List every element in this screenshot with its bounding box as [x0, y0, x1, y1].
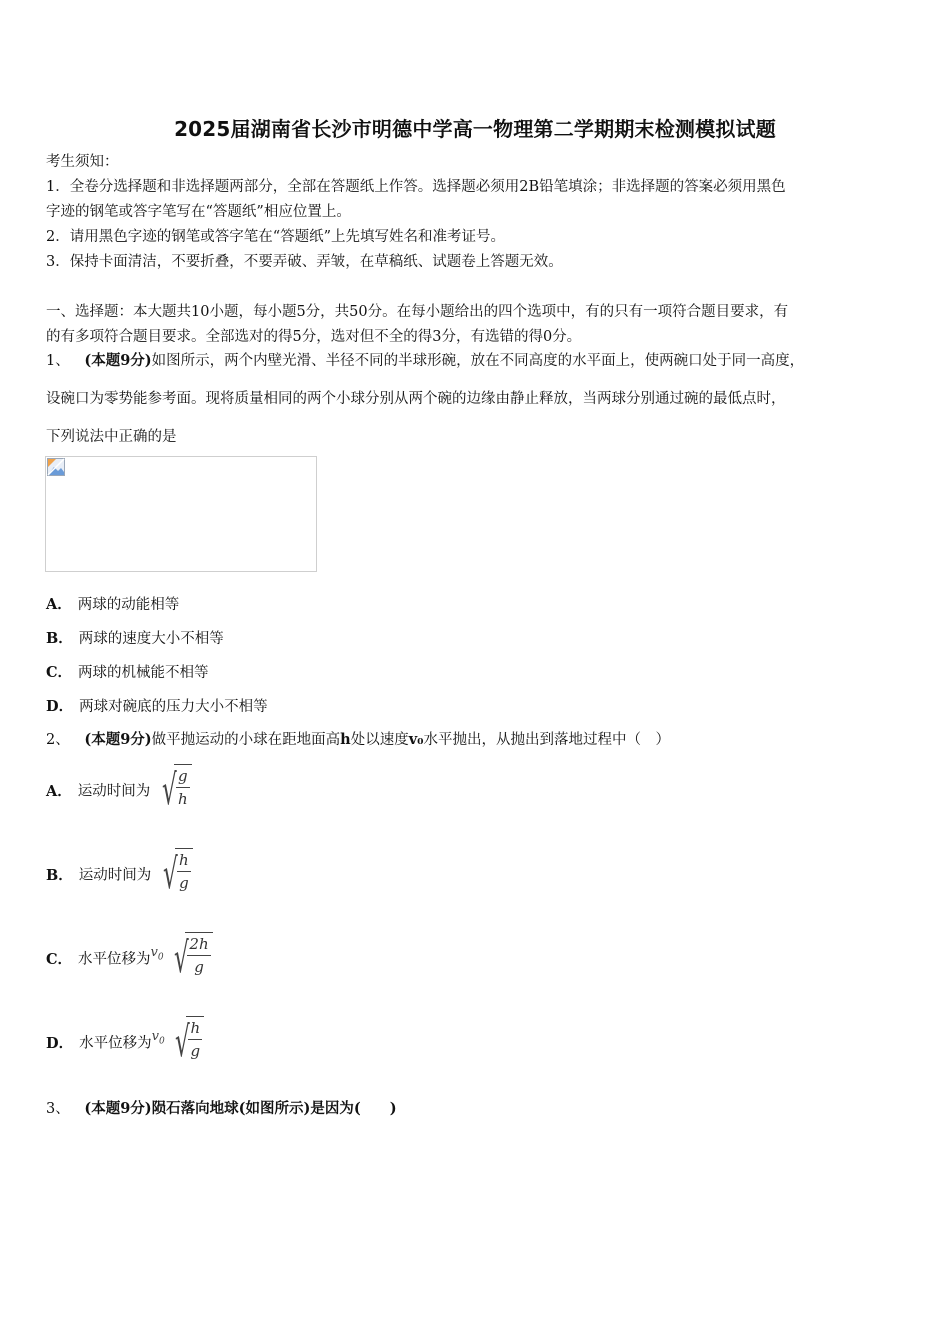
- option-text: 水平位移为: [78, 951, 151, 968]
- option-text: 两球的机械能不相等: [78, 665, 209, 681]
- numerator: g: [176, 765, 190, 788]
- sqrt-formula: √ $\frac{g}{h}$: [150, 764, 191, 816]
- denominator: g: [190, 1042, 201, 1060]
- option-label: B．: [46, 630, 73, 647]
- option-b[interactable]: [46, 848, 193, 900]
- option-label: B．: [46, 866, 73, 884]
- option-c[interactable]: [46, 932, 213, 984]
- denominator: g: [179, 874, 189, 892]
- option-text: 水平位移为: [79, 1035, 152, 1052]
- question-score: (本题9分): [84, 731, 152, 748]
- question-score: (本题9分): [84, 352, 152, 369]
- option-c[interactable]: [46, 661, 209, 682]
- option-label: C．: [46, 950, 73, 968]
- option-b[interactable]: [46, 627, 224, 648]
- question-1-stem: [46, 351, 804, 371]
- question-number: 2、: [46, 732, 70, 748]
- question-1-text: 设碗口为零势能参考面。现将质量相同的两个小球分别从两个碗的边缘由静止释放，当两球分别通过碗的最低点时，: [46, 391, 786, 407]
- question-number: 1、: [46, 353, 70, 369]
- question-text: 做平抛运动的小球在距地面高: [151, 732, 341, 748]
- option-text: 运动时间为: [77, 783, 151, 800]
- coefficient-v0: $v_0$: [151, 1029, 165, 1047]
- option-label: D．: [46, 698, 74, 715]
- notice-heading: 考生须知：: [46, 154, 119, 170]
- section-intro: 一、选择题：本大题共10小题，每小题5分，共50分。在每小题给出的四个选项中，有的只有一项符合题目要求，有: [46, 304, 789, 320]
- sqrt-formula: √ $\frac{2h}{g}$: [162, 932, 213, 984]
- question-number: 3、: [46, 1101, 70, 1117]
- option-text: 两球的动能相等: [77, 597, 180, 613]
- option-text: 两球的速度大小不相等: [78, 631, 224, 647]
- notice-item: 2．请用黑色字迹的钢笔或答字笔在“答题纸”上先填写姓名和准考证号。: [46, 229, 506, 245]
- option-label: A．: [46, 596, 72, 613]
- numerator: h: [177, 849, 191, 872]
- option-label: C．: [46, 664, 73, 681]
- var-h: h: [340, 731, 351, 748]
- section-intro: 的有多项符合题目要求。全部选对的得5分，选对但不全的得3分，有选错的得0分。: [46, 329, 582, 345]
- option-d[interactable]: [46, 695, 268, 716]
- option-label: D．: [46, 1034, 74, 1052]
- figure-placeholder: [45, 456, 317, 572]
- question-text: 如图所示，两个内壁光滑、半径不同的半球形碗，放在不同高度的水平面上，使两碗口处于同一高度，: [151, 353, 805, 369]
- notice-item: 字迹的钢笔或答字笔写在“答题纸”相应位置上。: [46, 204, 351, 220]
- notice-item: 1．全卷分选择题和非选择题两部分，全部在答题纸上作答。选择题必须用2B铅笔填涂；非选择题的答案必须用黑色: [46, 179, 786, 195]
- numerator: 2h: [187, 933, 210, 956]
- sqrt-formula: √ $\frac{h}{g}$: [151, 848, 192, 900]
- broken-image-icon: [47, 458, 65, 476]
- question-score: (本题9分): [84, 1100, 152, 1117]
- page-title: 2025届湖南省长沙市明德中学高一物理第二学期期末检测模拟试题: [174, 117, 776, 141]
- option-a[interactable]: [46, 593, 179, 614]
- question-text: 水平抛出，从抛出到落地过程中（ ）: [423, 732, 670, 748]
- sqrt-formula: √ $\frac{h}{g}$: [163, 1016, 204, 1068]
- denominator: h: [178, 790, 188, 808]
- notice-item: 3．保持卡面清洁，不要折叠，不要弄破、弄皱，在草稿纸、试题卷上答题无效。: [46, 254, 563, 270]
- question-1-text: 下列说法中正确的是: [46, 429, 177, 445]
- option-a[interactable]: [46, 764, 192, 816]
- option-text: 运动时间为: [78, 867, 152, 884]
- question-2-stem: [46, 730, 670, 750]
- option-d[interactable]: [46, 1016, 204, 1068]
- coefficient-v0: $v_0$: [150, 945, 164, 963]
- question-text: 处以速度: [350, 732, 409, 748]
- numerator: h: [188, 1017, 202, 1040]
- denominator: g: [194, 958, 204, 976]
- question-3-stem: [46, 1099, 397, 1119]
- option-text: 两球对碗底的压力大小不相等: [79, 699, 268, 715]
- var-v0: v₀: [408, 731, 424, 748]
- question-text: 陨石落向地球(如图所示)是因为( ): [151, 1100, 397, 1117]
- option-label: A．: [46, 782, 72, 800]
